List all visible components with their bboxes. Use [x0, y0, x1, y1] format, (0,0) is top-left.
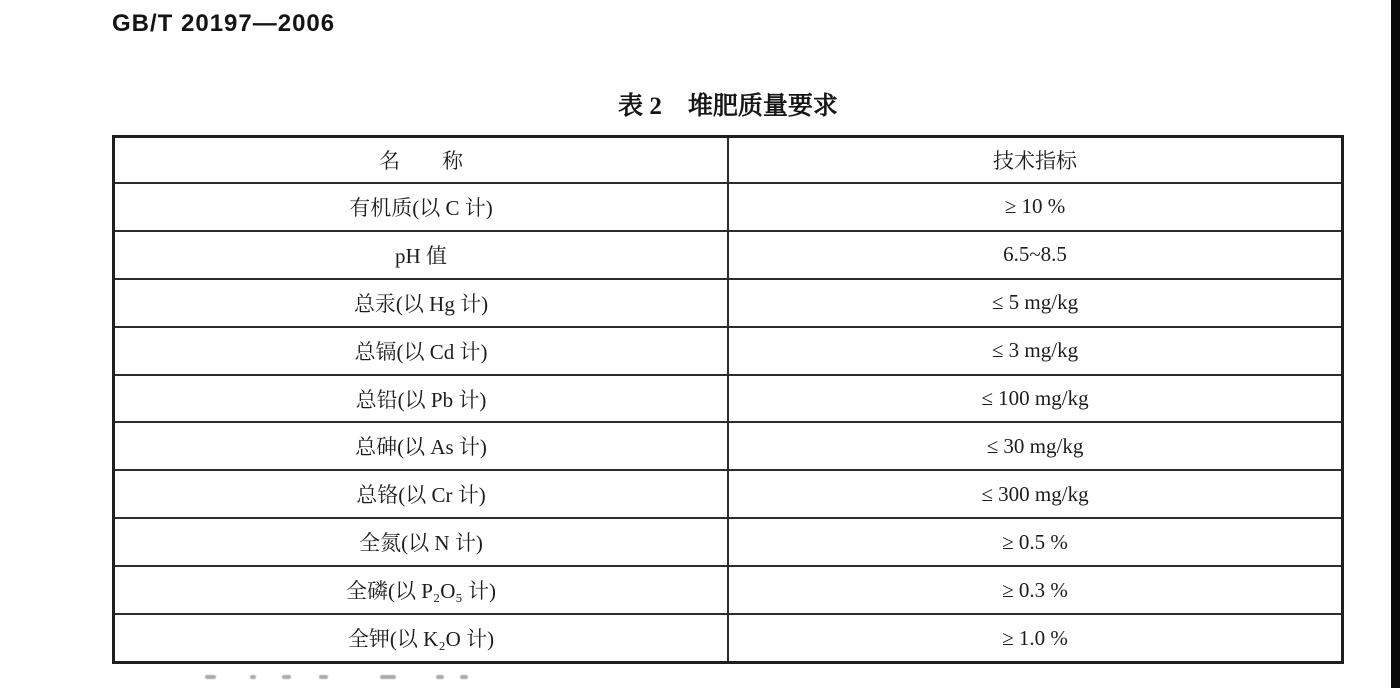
table-row — [114, 231, 1343, 279]
column-header-name: 名 称 — [114, 137, 729, 184]
indicator-value-cell: ≤ 5 mg/kg — [728, 279, 1343, 327]
table-caption — [112, 86, 1344, 122]
table-row — [114, 614, 1343, 662]
parameter-name-cell: 全钾(以 K₂O 计) — [114, 614, 729, 662]
standard-number: GB/T 20197—2006 — [112, 10, 336, 37]
scan-artifact-marks — [205, 674, 468, 680]
table-row — [114, 279, 1343, 327]
table-caption-title: 堆肥质量要求 — [687, 93, 838, 120]
indicator-value-cell: ≥ 0.5 % — [728, 518, 1343, 566]
indicator-value-cell: ≥ 0.3 % — [728, 566, 1343, 614]
table-row — [114, 183, 1343, 231]
indicator-value-cell: ≤ 3 mg/kg — [728, 327, 1343, 375]
indicator-value-cell: ≥ 10 % — [728, 183, 1343, 231]
compost-quality-table — [112, 135, 1344, 664]
indicator-value-cell: ≤ 100 mg/kg — [728, 375, 1343, 423]
parameter-name-cell: 全氮(以 N 计) — [114, 518, 729, 566]
table-caption-label: 表 2 — [618, 93, 662, 120]
indicator-value-cell: 6.5~8.5 — [728, 231, 1343, 279]
table-row — [114, 422, 1343, 470]
parameter-name-cell: pH 值 — [114, 231, 729, 279]
parameter-name-cell: 总砷(以 As 计) — [114, 422, 729, 470]
indicator-value-cell: ≤ 30 mg/kg — [728, 422, 1343, 470]
table-row — [114, 470, 1343, 518]
parameter-name-cell: 总汞(以 Hg 计) — [114, 279, 729, 327]
indicator-value-cell: ≤ 300 mg/kg — [728, 470, 1343, 518]
parameter-name-cell: 总铅(以 Pb 计) — [114, 375, 729, 423]
parameter-name-cell: 总铬(以 Cr 计) — [114, 470, 729, 518]
column-header-indicator: 技术指标 — [728, 137, 1343, 184]
table-header-row — [114, 137, 1343, 184]
table-row — [114, 518, 1343, 566]
parameter-name-cell: 全磷(以 P₂O₅ 计) — [114, 566, 729, 614]
table-row — [114, 566, 1343, 614]
parameter-name-cell: 总镉(以 Cd 计) — [114, 327, 729, 375]
parameter-name-cell: 有机质(以 C 计) — [114, 183, 729, 231]
table-row — [114, 327, 1343, 375]
scan-edge-bar — [1391, 0, 1400, 688]
table-row — [114, 375, 1343, 423]
indicator-value-cell: ≥ 1.0 % — [728, 614, 1343, 662]
